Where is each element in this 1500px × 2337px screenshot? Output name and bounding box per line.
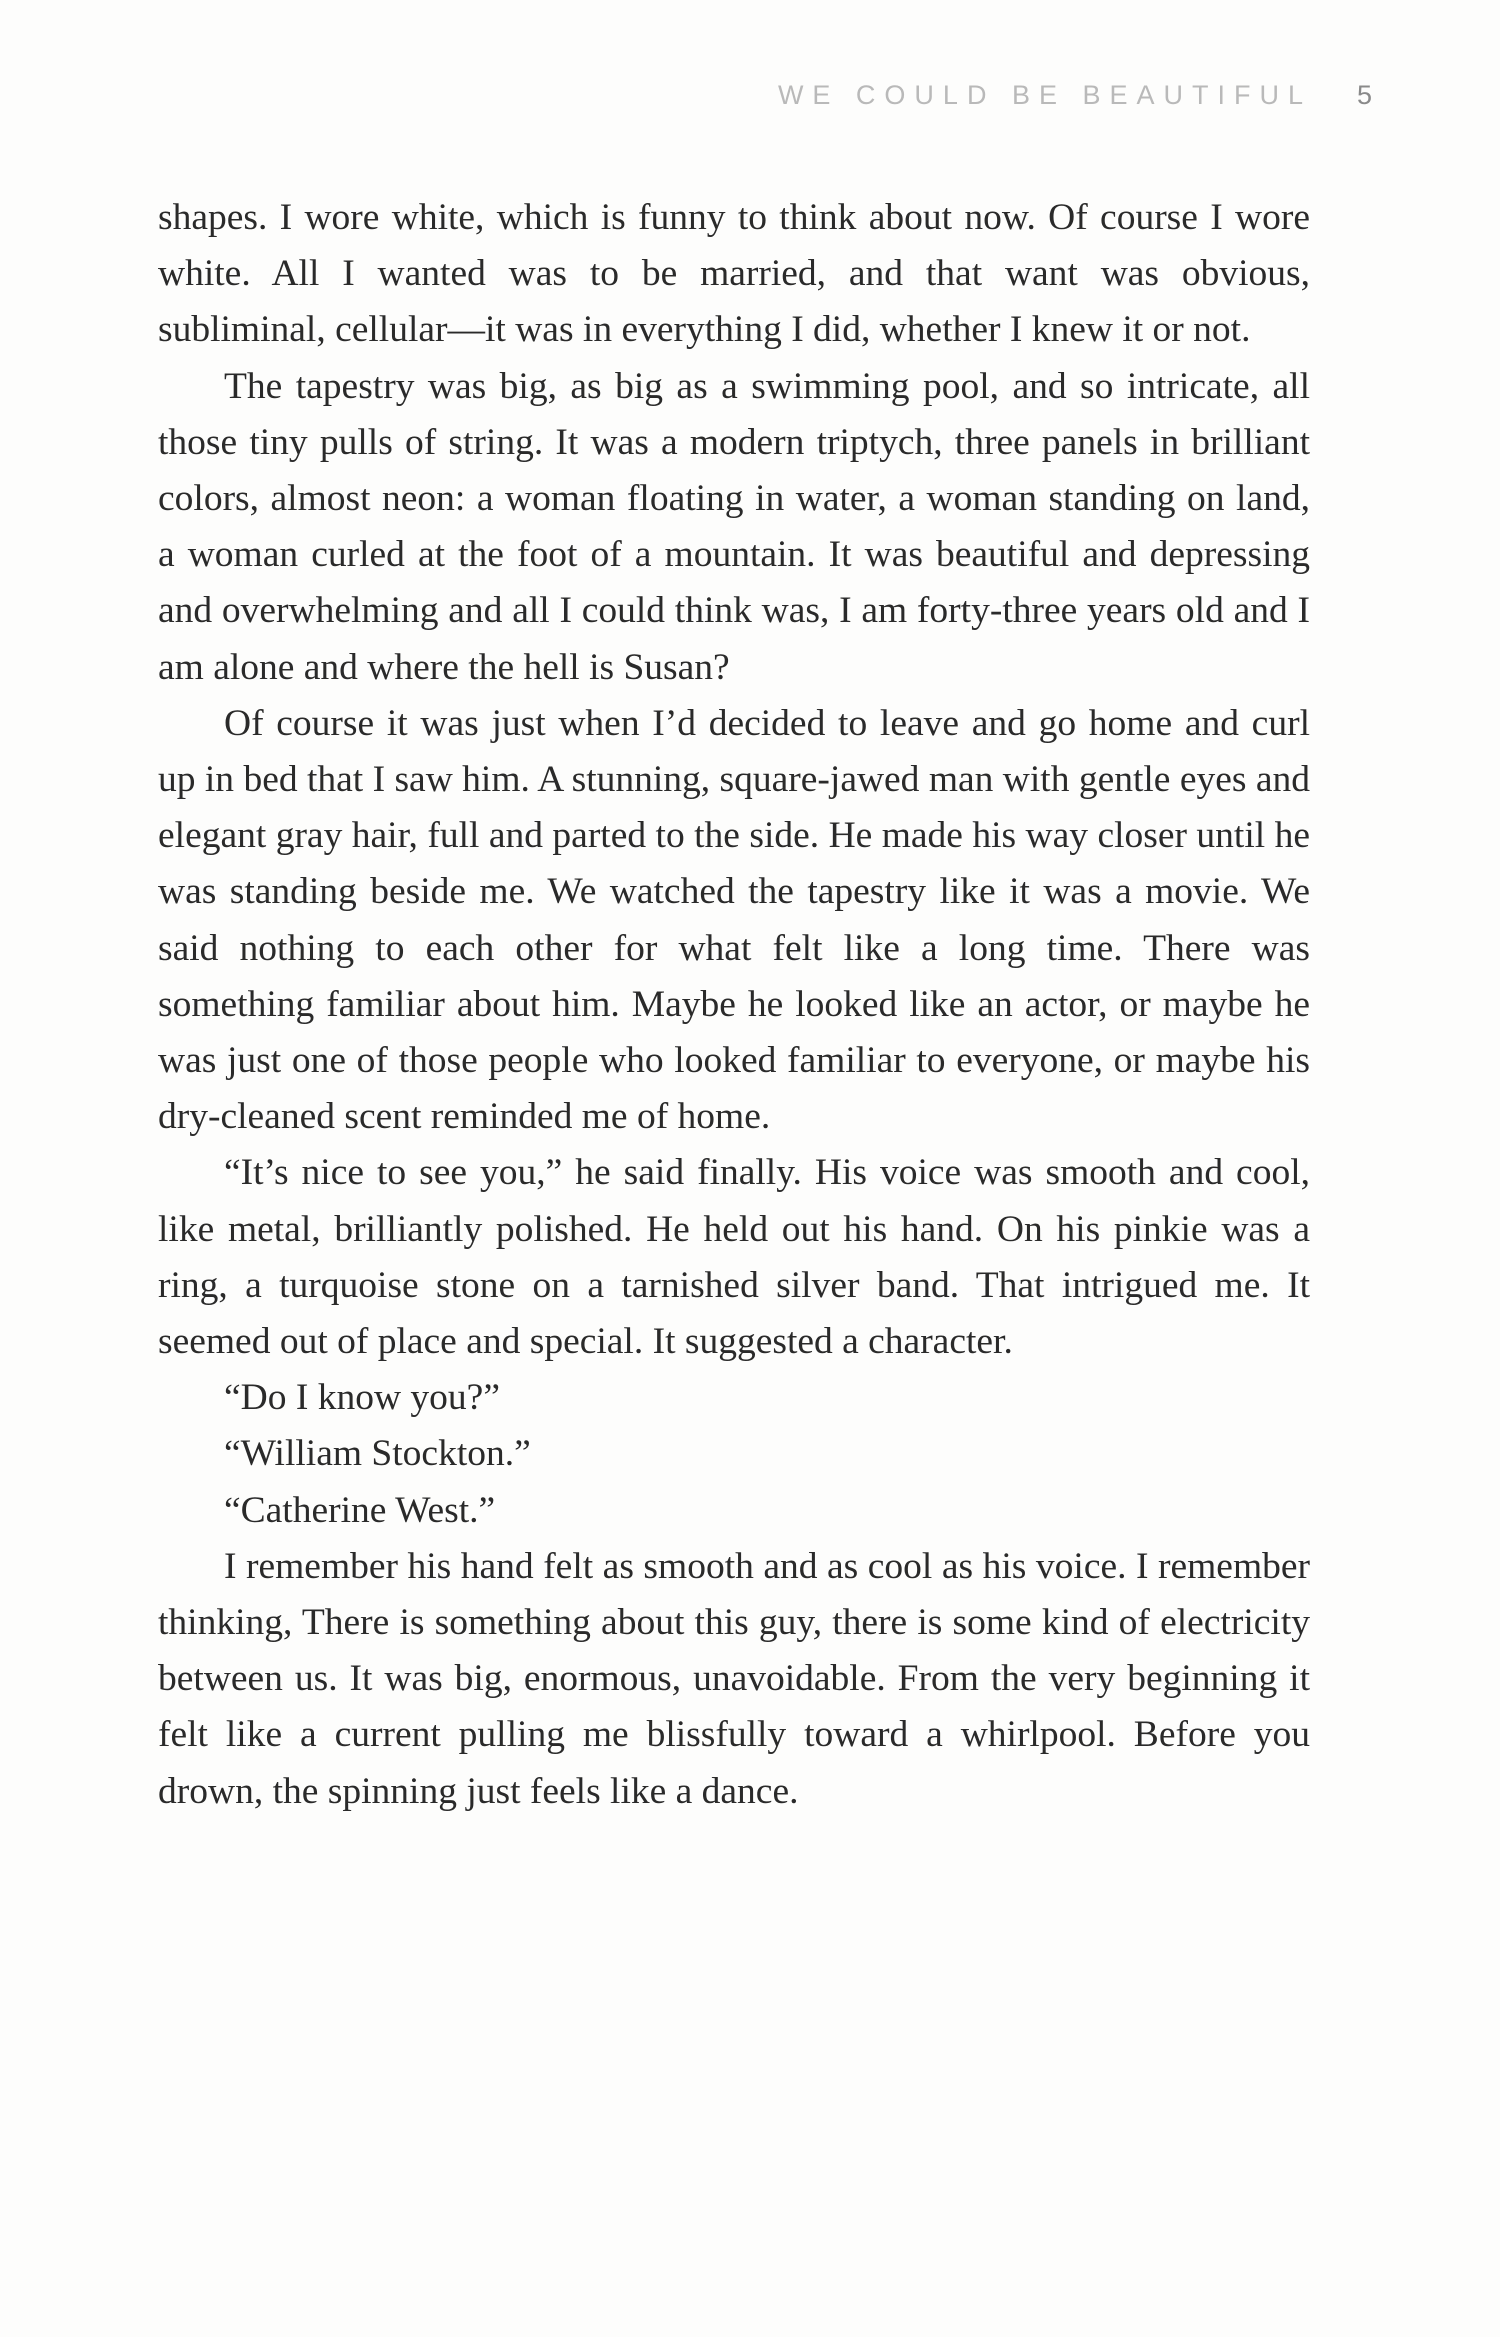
- running-head: WE COULD BE BEAUTIFUL: [777, 80, 1312, 110]
- paragraph: I remember his hand felt as smooth and as cool as his voice. I remember thinking, There is something about this guy, there is some kind of electricity between us. It was big, enormous, unavoidable. From the very beginning it felt like a current pulling me blissfully toward a whirlpool. Before you drown, the spinning just feels like a dance.: [158, 1545, 1310, 1812]
- dialogue-line: “Catherine West.”: [224, 1489, 496, 1531]
- dialogue-line: “William Stockton.”: [224, 1433, 531, 1475]
- paragraph: Of course it was just when I’d decided to leave and go home and curl up in bed that I saw him. A stunning, square-jawed man with gentle eyes and elegant gray hair, full and parted to the side. He made his way closer until he was standing beside me. We watched the tapestry like it was a movie. We said nothing to each other for what felt like a long time. There was something familiar about him. Maybe he looked like an actor, or maybe he was just one of those people who looked familiar to everyone, or maybe his dry-cleaned scent reminded me of home.: [158, 702, 1310, 1138]
- body-text: [158, 190, 1310, 1820]
- page-number: 5: [1357, 80, 1373, 110]
- paragraph: shapes. I wore white, which is funny to think about now. Of course I wore white. All I wanted was to be married, and that want was obvious, subliminal, cellular—it was in everything I did, whether I knew it or not.: [158, 197, 1310, 351]
- paragraph: “It’s nice to see you,” he said finally. His voice was smooth and cool, like metal, brilliantly polished. He held out his hand. On his pinkie was a ring, a turquoise stone on a tarnished silver band. That intrigued me. It seemed out of place and special. It suggested a character.: [158, 1152, 1310, 1363]
- dialogue-line: “Do I know you?”: [224, 1377, 500, 1419]
- paragraph: The tapestry was big, as big as a swimming pool, and so intricate, all those tiny pulls of string. It was a modern triptych, three panels in brilliant colors, almost neon: a woman floating in water, a woman standing on land, a woman curled at the foot of a mountain. It was beautiful and depressing and overwhelming and all I could think was, I am forty-three years old and I am alone and where the hell is Susan?: [158, 365, 1310, 688]
